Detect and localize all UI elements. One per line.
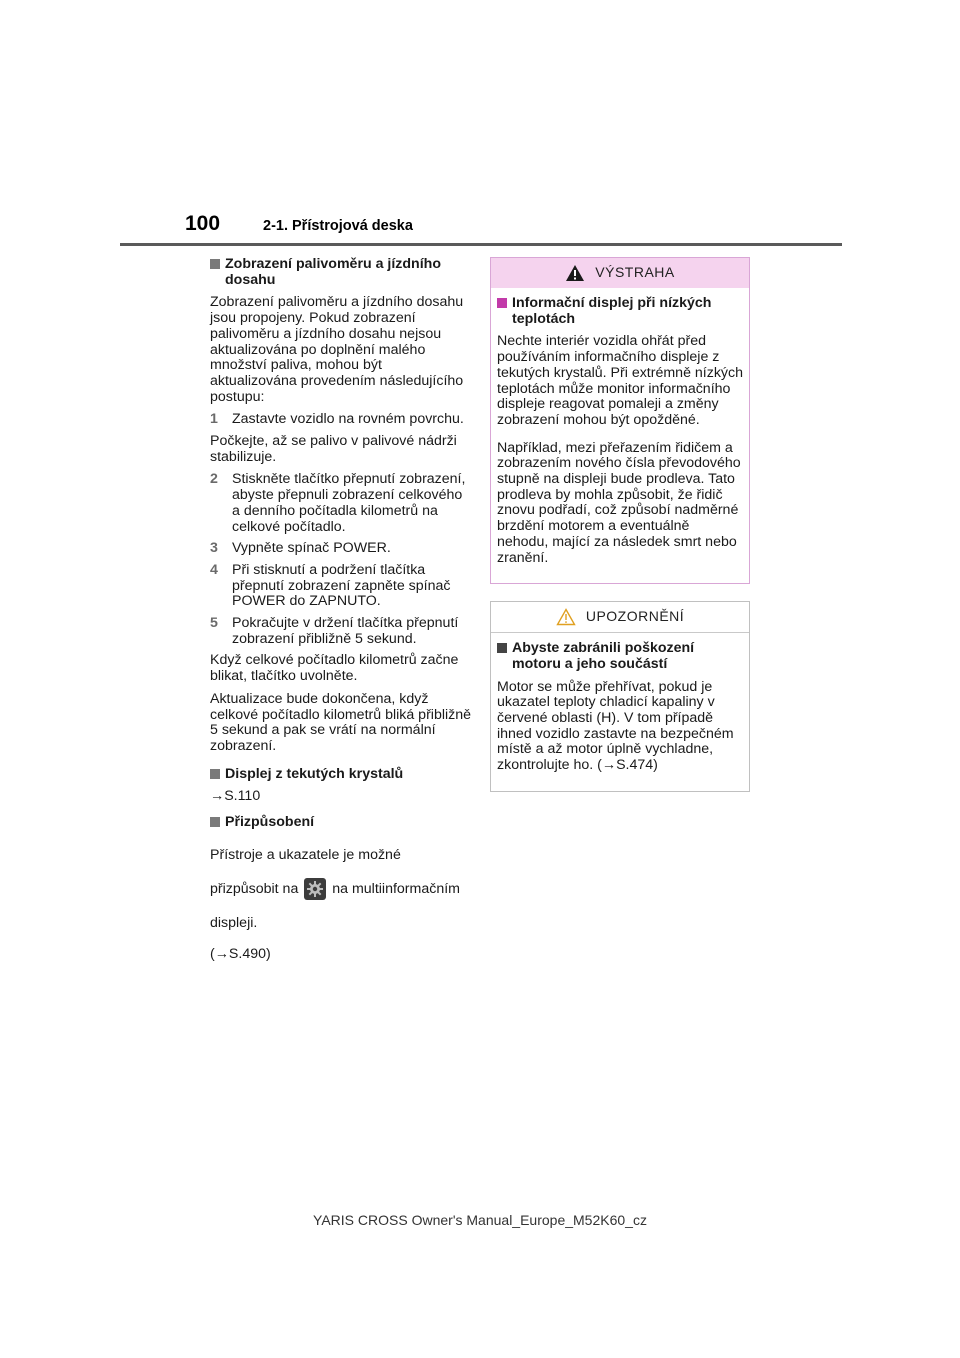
custom-heading-text: Přizpůsobení <box>225 814 315 831</box>
lcd-ref[interactable]: →S.110 <box>210 788 261 805</box>
warning-heading <box>497 296 743 327</box>
warning-triangle-icon <box>565 264 585 282</box>
step-text: Vypněte spínač POWER. <box>232 540 391 557</box>
caution-header <box>491 602 749 633</box>
lcd-heading <box>210 767 472 783</box>
step-3 <box>210 541 472 557</box>
step-2 <box>210 472 472 535</box>
step-text: Pokračujte v držení tlačítka přepnutí zobrazení přibližně 5 sekund. <box>232 615 459 647</box>
step-number: 4 <box>210 561 218 578</box>
caution-heading <box>497 641 743 672</box>
step-4 <box>210 563 472 610</box>
warning-box <box>490 257 750 584</box>
page-number: 100 <box>185 212 221 235</box>
custom-text-after: na multiinformačním displeji. <box>210 880 460 931</box>
after-steps-2: Aktualizace bude dokončena, když celkové počítadlo kilometrů bliká přibližně 5 sekund a pak se vrátí na normální zobrazení. <box>210 690 472 754</box>
caution-heading-text: Abyste zabránili poškození motoru a jeho součástí <box>512 640 695 672</box>
range-heading <box>210 257 472 288</box>
custom-ref[interactable]: (→S.490) <box>210 945 271 962</box>
step-text: Při stisknutí a podržení tlačítka přepnutí zobrazení zapněte spínač POWER do ZAPNUTO. <box>232 561 451 610</box>
square-bullet-icon <box>497 298 507 308</box>
square-bullet-icon <box>210 769 220 779</box>
square-bullet-icon <box>497 643 507 653</box>
custom-heading <box>210 815 472 831</box>
custom-text-before: Přístroje a ukazatele je možné přizpůsobit na <box>210 846 401 897</box>
step-number: 1 <box>210 411 218 428</box>
caution-body <box>491 633 749 791</box>
warning-heading-text: Informační displej při nízkých teplotách <box>512 295 712 327</box>
warning-title: VÝSTRAHA <box>595 264 675 281</box>
step-number: 2 <box>210 471 218 488</box>
gear-icon <box>304 878 326 900</box>
step-number: 5 <box>210 615 218 632</box>
header-rule <box>120 243 842 246</box>
after-steps-1: Když celkové počítadlo kilometrů začne blikat, tlačítko uvolněte. <box>210 652 459 685</box>
right-column <box>490 257 750 792</box>
step-1-note: Počkejte, až se palivo v palivové nádrži stabilizuje. <box>210 433 457 465</box>
caution-box <box>490 601 750 792</box>
warning-header <box>491 258 749 288</box>
left-column <box>210 257 472 970</box>
caution-title: UPOZORNĚNÍ <box>585 608 685 625</box>
caution-triangle-icon <box>556 608 576 626</box>
step-1 <box>210 412 472 428</box>
warning-para-2: Například, mezi přeřazením řidičem a zobrazením nového čísla převodového stupně na displeji bude prodleva. Tato prodleva by mohla způsobit, že řidič znovu podřadí, což způsobí nadměrné brzdění motorem a eventuálně nehodu, mající za následek smrt nebo zranění. <box>497 439 741 566</box>
range-heading-text: Zobrazení palivoměru a jízdního dosahu <box>225 256 441 288</box>
step-number: 3 <box>210 540 218 557</box>
custom-text <box>210 838 472 940</box>
step-text: Stiskněte tlačítko přepnutí zobrazení, abyste přepnuli zobrazení celkového a denního počítadla kilometrů na celkové počítadlo. <box>232 471 466 535</box>
lcd-heading-text: Displej z tekutých krystalů <box>225 765 404 782</box>
step-5 <box>210 616 472 647</box>
range-intro: Zobrazení palivoměru a jízdního dosahu jsou propojeny. Pokud zobrazení palivoměru a jízdního dosahu nejsou aktualizována po doplnění malého množství paliva, mohou být aktualizována provedením následujícího postupu: <box>210 294 464 405</box>
square-bullet-icon <box>210 259 220 269</box>
warning-para-1: Nechte interiér vozidla ohřát před používáním informačního displeje z tekutých krystalů. Při extrémně nízkých teplotách může monitor informačního displeje reagovat pomaleji a změny zobrazení mohou být opožděné. <box>497 333 744 428</box>
section-title: 2-1. Přístrojová deska <box>263 218 413 234</box>
step-text: Zastavte vozidlo na rovném povrchu. <box>232 411 464 428</box>
caution-para: Motor se může přehřívat, pokud je ukazatel teploty chladicí kapaliny v červené oblasti (H). V tom případě ihned vozidlo zastavte na bezpečném místě a až motor úplně vychladne, zkontrolujte ho. (→S.474) <box>497 678 734 774</box>
square-bullet-icon <box>210 817 220 827</box>
footer-text: YARIS CROSS Owner's Manual_Europe_M52K60_cz <box>313 1212 647 1228</box>
warning-body <box>491 288 749 583</box>
